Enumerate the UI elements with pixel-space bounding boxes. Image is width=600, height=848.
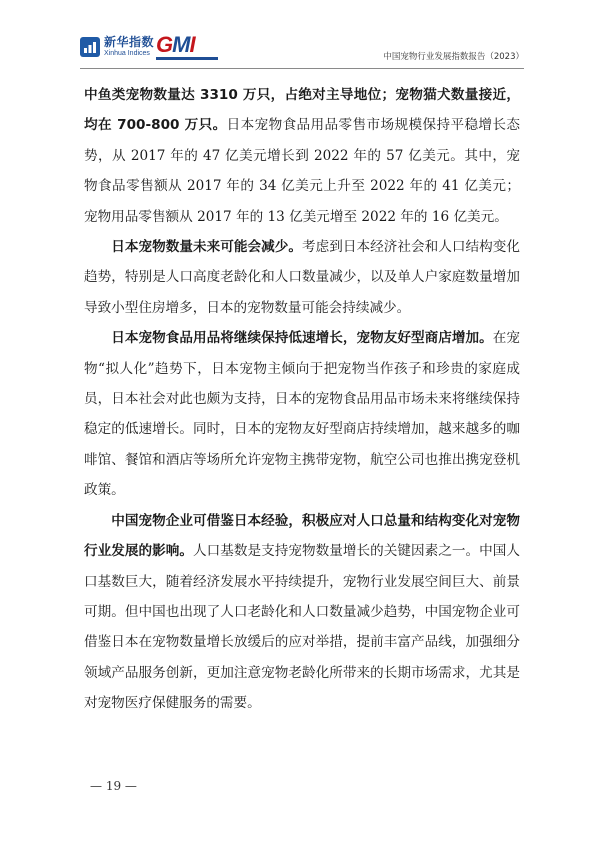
xinhua-logo-en: Xinhua Indices [104, 50, 150, 57]
xinhua-emblem-icon [80, 37, 100, 57]
paragraph-4-text: 人口基数是支持宠物数量增长的关键因素之一。中国人口基数巨大，随着经济发展水平持续提升，宠物行业发展空间巨大、前景可期。但中国也出现了人口老龄化和人口数量减少趋势，中国宠物企业可借鉴日本在宠物数量增长放缓后的应对举措，提前丰富产品线，加强细分领域产品服务创新，更加注意宠物老龄化所带来的长期市场需求，尤其是对宠物医疗保健服务的需要。 [84, 543, 521, 712]
paragraph-3 [84, 323, 520, 505]
xinhua-indices-logo [80, 36, 154, 57]
paragraph-2-text: 考虑到日本经济社会和人口结构变化趋势，特别是人口高度老龄化和人口数量减少，以及单人户家庭数量增加导致小型住房增多，日本的宠物数量可能会持续减少。 [84, 239, 521, 316]
gmi-logo [156, 34, 218, 60]
paragraph-1-text: 日本宠物食品用品零售市场规模保持平稳增长态势，从 2017 年的 47 亿美元增长到 2022 年的 57 亿美元。其中，宠物食品零售额从 2017 年的 34 亿美元上升至 2022 年的 41 亿美元；宠物用品零售额从 2017 年的 13 亿美元增至 2022 年的 16 亿美元。 [84, 117, 521, 225]
paragraph-3-text: 在宠物“拟人化”趋势下，日本宠物主倾向于把宠物当作孩子和珍贵的家庭成员，日本社会对此也颇为支持，日本的宠物食品用品市场未来将继续保持稳定的低速增长。同时，日本的宠物友好型商店持续增加，越来越多的咖啡馆、餐馆和酒店等场所允许宠物主携带宠物，航空公司也推出携宠登机政策。 [84, 330, 521, 499]
paragraph-3-lead: 日本宠物食品用品将继续保持低速增长，宠物友好型商店增加。 [111, 330, 493, 347]
page-number: — 19 — [90, 779, 137, 793]
header-divider [80, 68, 524, 69]
paragraph-4 [84, 506, 520, 719]
paragraph-1-lead: 中鱼类宠物数量达 3310 万只，占绝对主导地位；宠物猫犬数量接近，均在 700-800 万只。 [84, 87, 520, 134]
paragraph-1 [84, 80, 520, 232]
gmi-logo-bar [156, 57, 218, 60]
paragraph-2 [84, 232, 520, 323]
paragraph-2-lead: 日本宠物数量未来可能会减少。 [111, 239, 302, 256]
xinhua-logo-cn: 新华指数 [104, 35, 155, 49]
body-text [84, 80, 520, 719]
page-header [80, 34, 524, 68]
gmi-logo-text: GMI [156, 32, 195, 57]
report-title: 中国宠物行业发展指数报告（2023） [383, 52, 524, 62]
paragraph-4-lead: 中国宠物企业可借鉴日本经验，积极应对人口总量和结构变化对宠物行业发展的影响。 [84, 512, 520, 560]
